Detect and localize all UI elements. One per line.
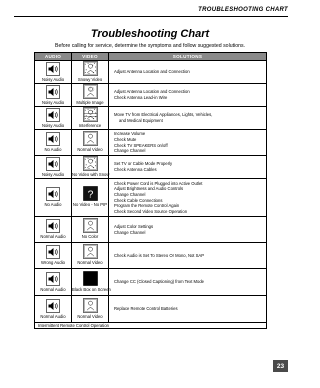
video-symptom-label: No Video with Snow	[72, 172, 110, 177]
audio-symptom-label: No Audio	[44, 147, 62, 152]
normal-screen-icon	[83, 244, 98, 259]
video-cell	[72, 217, 109, 242]
video-cell	[72, 296, 109, 322]
solution-line: Check Power Cord is Plugged into Active Outlet	[114, 180, 203, 186]
video-cell	[72, 107, 109, 129]
audio-symptom-label: Noisy Audio	[41, 100, 65, 105]
audio-symptom-label: Normal Audio	[40, 287, 66, 292]
speaker-icon	[46, 187, 60, 201]
table-row	[35, 295, 266, 322]
video-cell	[72, 84, 109, 106]
solution-line: Check Antenna Cables	[114, 167, 157, 172]
audio-cell	[35, 84, 72, 106]
solutions-cell	[109, 269, 266, 295]
solution-line: Check Second Video Source Operation	[114, 208, 188, 214]
solution-line: Adjust Antenna Location and Connection	[114, 89, 190, 95]
video-symptom-label: No Video - No PIP	[72, 202, 108, 207]
solution-line: Adjust Color Settings	[114, 223, 154, 229]
solutions-cell	[109, 296, 266, 322]
svg-text:?: ?	[87, 189, 94, 201]
video-symptom-label: Normal Video	[77, 260, 103, 265]
video-cell	[72, 243, 109, 268]
audio-cell	[35, 269, 72, 295]
audio-cell	[35, 156, 72, 178]
chart-header-row	[35, 53, 266, 60]
page-number: 23	[273, 360, 288, 372]
question-screen-icon	[83, 186, 98, 201]
audio-symptom-label: Noisy Audio	[41, 123, 65, 128]
video-cell	[72, 156, 109, 178]
solution-line: Program the Remote Control Again	[114, 203, 180, 209]
audio-symptom-label: No Audio	[44, 202, 62, 207]
speaker-icon	[46, 85, 60, 99]
header-rule	[14, 16, 288, 17]
troubleshooting-chart	[34, 52, 267, 329]
speaker-icon	[46, 157, 60, 171]
audio-cell	[35, 130, 72, 155]
speaker-icon	[46, 62, 60, 76]
speaker-icon	[46, 245, 60, 259]
solution-line: Adjust Brightness and Audio Controls	[114, 186, 184, 192]
intro-text: Before calling for service, determine the symptoms and follow suggested solutions.	[54, 43, 245, 49]
snow-screen-icon	[83, 61, 98, 76]
audio-symptom-label: Wrong Audio	[41, 260, 65, 265]
black-box-screen-icon	[83, 271, 98, 286]
solution-line: Change Channel	[114, 229, 146, 235]
solution-line: Change Channel	[114, 148, 146, 154]
table-row	[35, 242, 266, 268]
solutions-cell	[109, 217, 266, 242]
ghost-screen-icon	[83, 84, 98, 99]
table-row	[35, 60, 266, 83]
speaker-icon	[46, 272, 60, 286]
normal-screen-icon	[83, 131, 98, 146]
video-column-header: VIDEO	[72, 53, 109, 60]
audio-symptom-label: Normal Audio	[40, 314, 66, 319]
table-row	[35, 83, 266, 106]
solutions-cell	[109, 107, 266, 129]
table-row	[35, 155, 266, 178]
solution-line: Check Cable Connections	[114, 197, 163, 203]
solution-line: Change Channel	[114, 191, 146, 197]
solutions-cell	[109, 243, 266, 268]
solution-line: Check Antenna Lead-in Wire	[114, 95, 168, 100]
audio-cell	[35, 243, 72, 268]
audio-symptom-label: Normal Audio	[40, 234, 66, 239]
normal-screen-icon	[83, 218, 98, 233]
audio-cell	[35, 61, 72, 83]
video-cell	[72, 130, 109, 155]
video-symptom-label: No Color	[81, 234, 99, 239]
table-row	[35, 178, 266, 216]
audio-cell	[35, 107, 72, 129]
audio-cell	[35, 217, 72, 242]
solution-line: Check Audio is Set To Stereo Or Mono, Not SAP	[114, 252, 204, 258]
speaker-icon	[46, 299, 60, 313]
solutions-cell	[109, 179, 266, 216]
speaker-icon	[46, 132, 60, 146]
table-row	[35, 129, 266, 155]
table-row	[35, 268, 266, 295]
solution-line: Change CC (Closed Captioning) from Text Mode	[114, 279, 204, 285]
table-row	[35, 106, 266, 129]
normal-screen-icon	[83, 298, 98, 313]
solution-line: Check Mute	[114, 136, 137, 142]
audio-cell	[35, 296, 72, 322]
solution-line: Move TV from Electrical Appliances, Lights, Vehicles,	[114, 112, 213, 118]
solutions-cell	[109, 84, 266, 106]
audio-symptom-label: Noisy Audio	[41, 172, 65, 177]
audio-symptom-label: Noisy Audio	[41, 77, 65, 82]
speaker-icon	[46, 108, 60, 122]
video-symptom-label: Black Box on Screen	[72, 287, 111, 292]
solutions-cell	[109, 61, 266, 83]
page-title: Troubleshooting Chart	[90, 28, 210, 40]
video-symptom-label: Normal Video	[77, 147, 103, 152]
solution-line: Replace Remote Control Batteries	[114, 306, 178, 312]
video-symptom-label: Normal Video	[77, 314, 103, 319]
solutions-cell	[109, 156, 266, 178]
solutions-cell	[109, 130, 266, 155]
chart-footer-note: Intermittent Remote Control Operation	[35, 322, 266, 328]
video-symptom-label: Interference	[78, 123, 102, 128]
solution-line: Adjust Antenna Location and Connection	[114, 69, 190, 75]
video-symptom-label: Multiple Image	[76, 100, 104, 105]
solutions-column-header: SOLUTIONS	[172, 54, 203, 59]
solution-line: Set TV or Cable Mode Properly	[114, 161, 173, 167]
solution-line: Increase Volume	[114, 131, 146, 137]
solution-line: and Medical Equipment	[119, 118, 163, 123]
audio-cell	[35, 179, 72, 216]
table-row	[35, 216, 266, 242]
video-symptom-label: Snowy Video	[77, 77, 103, 82]
video-cell	[72, 61, 109, 83]
audio-column-header: AUDIO	[35, 53, 72, 60]
speaker-icon	[46, 219, 60, 233]
video-cell	[72, 269, 109, 295]
interference-screen-icon	[83, 107, 98, 122]
solution-line: Check TV SPEAKERS on/off	[114, 142, 168, 148]
snow-screen-icon	[83, 156, 98, 171]
video-cell	[72, 179, 109, 216]
running-head: TROUBLESHOOTING CHART	[198, 7, 288, 13]
